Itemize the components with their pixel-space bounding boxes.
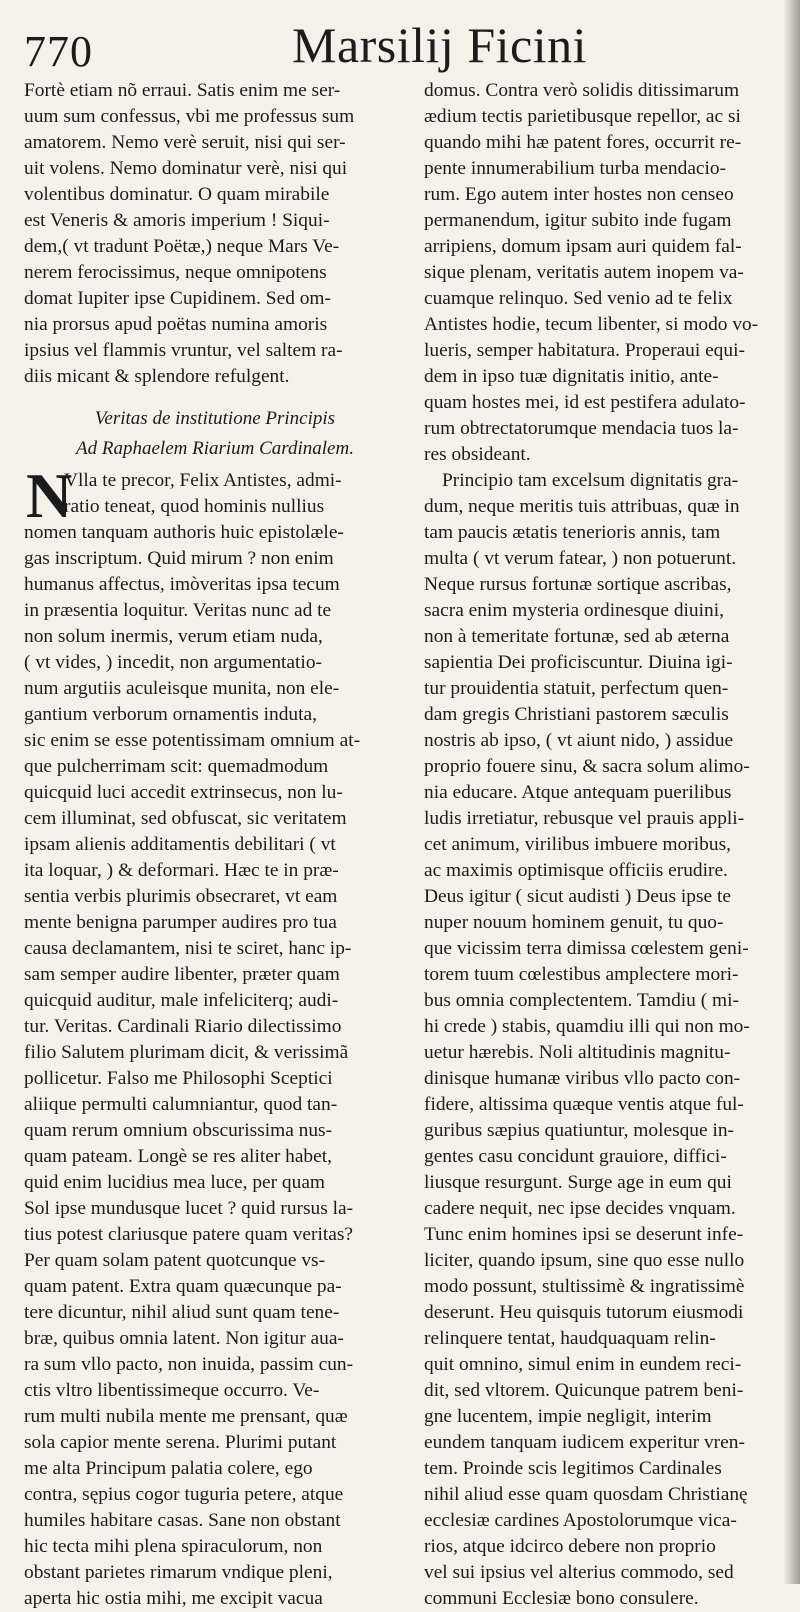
text-line: volentibus dominatur. O quam mirabile bbox=[24, 184, 330, 205]
left-lines-body bbox=[24, 520, 406, 1612]
text-line: torem tuum cœlestibus amplectere mori- bbox=[424, 964, 739, 985]
text-line: communi Ecclesiæ bono consulere. bbox=[424, 1588, 699, 1609]
text-line: Per quam solam patent quotcunque vs- bbox=[24, 1250, 326, 1271]
text-line: gne lucentem, impie negligit, interim bbox=[424, 1406, 712, 1427]
text-line: Deus igitur ( sicut audisti ) Deus ipse te bbox=[424, 886, 731, 907]
text-line: domus. Contra verò solidis ditissimarum bbox=[424, 80, 740, 101]
right-column bbox=[424, 78, 778, 1612]
text-line: quam pateam. Longè se res aliter habet, bbox=[24, 1146, 332, 1167]
right-lines-a bbox=[424, 78, 778, 468]
text-line: pollicetur. Falso me Philosophi Sceptici bbox=[24, 1068, 333, 1089]
text-line: domat Iupiter ipse Cupidinem. Sed om- bbox=[24, 288, 331, 309]
text-line: tam paucis ætatis tenerioris annis, tam bbox=[424, 522, 721, 543]
text-line: pente innumerabilium turba mendacio- bbox=[424, 158, 727, 179]
left-lines-top bbox=[24, 78, 406, 390]
running-title: Marsilij Ficini bbox=[292, 17, 587, 73]
text-line: non à temeritate fortunæ, sed ab æterna bbox=[424, 626, 730, 647]
text-line: contra, sępius cogor tuguria petere, atque bbox=[24, 1484, 344, 1505]
text-line: mente benigna parumper audires pro tua bbox=[24, 912, 337, 933]
text-line: dinisque humanæ viribus vllo pacto con- bbox=[424, 1068, 741, 1089]
text-line: ra sum vllo pacto, non inuida, passim cun- bbox=[24, 1354, 354, 1375]
text-line: Antistes hodie, tecum libenter, si modo vo- bbox=[424, 314, 759, 335]
page-number: 770 bbox=[24, 27, 93, 76]
text-line: me alta Principum palatia colere, ego bbox=[24, 1458, 313, 1479]
text-line: tius potest clariusque patere quam veritas? bbox=[24, 1224, 353, 1245]
text-line: sam semper audire libenter, præter quam bbox=[24, 964, 340, 985]
text-line: arripiens, domum ipsam auri quidem fal- bbox=[424, 236, 742, 257]
text-line: sacra enim mysteria ordinesque diuini, bbox=[424, 600, 724, 621]
text-line: quit omnino, simul enim in eundem reci- bbox=[424, 1354, 742, 1375]
text-line: nuper nouum hominem genuit, tu quo- bbox=[424, 912, 724, 933]
text-line: obstant parietes rimarum vndique pleni, bbox=[24, 1562, 333, 1583]
text-line: nerem ferocissimus, neque omnipotens bbox=[24, 262, 327, 283]
text-line: liusque resurgunt. Surge age in eum qui bbox=[424, 1172, 732, 1193]
text-line: nia prorsus apud poëtas numina amoris bbox=[24, 314, 328, 335]
text-line: quid enim lucidius mea luce, per quam bbox=[24, 1172, 326, 1193]
left-column bbox=[24, 78, 406, 1612]
text-line: nia educare. Atque antequam puerilibus bbox=[424, 782, 732, 803]
text-line: bus omnia complectentem. Tamdiu ( mi- bbox=[424, 990, 739, 1011]
text-line: cadere nequit, nec ipse decides vnquam. bbox=[424, 1198, 736, 1219]
text-line: uum sum confessus, vbi me professus sum bbox=[24, 106, 355, 127]
text-line: sique plenam, veritatis autem inopem va- bbox=[424, 262, 744, 283]
text-line: sentia verbis plurimis obsecraret, vt eam bbox=[24, 886, 338, 907]
text-line: guribus sæpius quatiuntur, molesque in- bbox=[424, 1120, 734, 1141]
text-line: ipsius vel flammis vruntur, vel saltem ra- bbox=[24, 340, 343, 361]
text-line: humanus affectus, imòveritas ipsa tecum bbox=[24, 574, 340, 595]
text-line: tur. Veritas. Cardinali Riario dilectissimo bbox=[24, 1016, 342, 1037]
drop-cap: N bbox=[26, 460, 73, 531]
letter-opening bbox=[24, 460, 406, 531]
page-edge-shadow bbox=[783, 0, 800, 1584]
text-line: bræ, quibus omnia latent. Non igitur aua- bbox=[24, 1328, 344, 1349]
text-line: rum obtrectatorumque mendacia tuos la- bbox=[424, 418, 739, 439]
text-line: Neque rursus fortunæ sortique ascribas, bbox=[424, 574, 732, 595]
text-line: quam rerum omnium obscurissima nus- bbox=[24, 1120, 333, 1141]
text-line: que vicissim terra dimissa cœlestem geni- bbox=[424, 938, 749, 959]
text-line: ac maximis optimisque officiis erudire. bbox=[424, 860, 728, 881]
drop-cap-lines bbox=[24, 468, 406, 520]
text-line: multa ( vt verum fatear, ) non potuerunt. bbox=[424, 548, 737, 569]
text-line: ædium tectis parietibusque repellor, ac si bbox=[424, 106, 741, 127]
text-line: ( vt vides, ) incedit, non argumentatio- bbox=[24, 652, 322, 673]
text-line: ita loquar, ) & deformari. Hæc te in præ- bbox=[24, 860, 339, 881]
text-line: non solum inermis, verum etiam nuda, bbox=[24, 626, 323, 647]
text-line: hi crede ) stabis, quamdiu illi qui non mo- bbox=[424, 1016, 750, 1037]
text-line: quicquid luci accedit extrinsecus, non lu- bbox=[24, 782, 343, 803]
text-line: Fortè etiam nõ erraui. Satis enim me ser- bbox=[24, 80, 341, 101]
text-line: lueris, semper habitatura. Properaui equi- bbox=[424, 340, 745, 361]
text-line: filio Salutem plurimam dicit, & verissimã bbox=[24, 1042, 349, 1063]
text-line: vel sui ipsius vel alterius commodo, sed bbox=[424, 1562, 734, 1583]
text-line: uetur hærebis. Noli altitudinis magnitu- bbox=[424, 1042, 731, 1063]
text-line: sic enim se esse potentissimam omnium at- bbox=[24, 730, 361, 751]
text-line: cuamque relinquo. Sed venio ad te felix bbox=[424, 288, 733, 309]
text-line: hic tecta mihi plena spiraculorum, non bbox=[24, 1536, 323, 1557]
section-heading: Veritas de institutione Principis bbox=[94, 408, 336, 429]
text-line: deserunt. Heu quisquis tutorum eiusmodi bbox=[424, 1302, 744, 1323]
text-line: causa declamantem, nisi te sciret, hanc ip- bbox=[24, 938, 352, 959]
text-line: est Veneris & amoris imperium ! Siqui- bbox=[24, 210, 330, 231]
text-line: nihil aliud esse quam quosdam Christianę bbox=[424, 1484, 748, 1505]
text-line: fidere, altissima quæque ventis atque ful- bbox=[424, 1094, 744, 1115]
text-line: dem in ipso tuæ dignitatis initio, ante- bbox=[424, 366, 719, 387]
text-line: quam patent. Extra quam quæcunque pa- bbox=[24, 1276, 342, 1297]
text-line: dum, neque meritis tuis attribuas, quæ in bbox=[424, 496, 740, 517]
text-line: rum. Ego autem inter hostes non censeo bbox=[424, 184, 734, 205]
text-line: ratio teneat, quod hominis nullius bbox=[64, 496, 325, 517]
text-line: uit volens. Nemo dominatur verè, nisi qui bbox=[24, 158, 348, 179]
text-line: dit, sed vltorem. Quicunque patrem beni- bbox=[424, 1380, 744, 1401]
text-line: gas inscriptum. Quid mirum ? non enim bbox=[24, 548, 334, 569]
text-line: res obsideant. bbox=[424, 444, 531, 465]
text-line: nomen tanquam authoris huic epistolæle- bbox=[24, 522, 344, 543]
text-line: nostris ab ipso, ( vt aiunt nido, ) assidue bbox=[424, 730, 734, 751]
text-line: proprio fouere sinu, & sacra solum alimo- bbox=[424, 756, 750, 777]
text-line: Sol ipse mundusque lucet ? quid rursus la- bbox=[24, 1198, 354, 1219]
text-line: sola capior mente serena. Plurimi putant bbox=[24, 1432, 337, 1453]
text-line: ludis irretiatur, rebusque vel prauis appli- bbox=[424, 808, 745, 829]
text-line: dem,( vt tradunt Poëtæ,) neque Mars Ve- bbox=[24, 236, 340, 257]
text-line: tere dicuntur, nihil aliud sunt quam tene- bbox=[24, 1302, 340, 1323]
text-line: eundem tanquam iudicem experitur vren- bbox=[424, 1432, 745, 1453]
text-line: quando mihi hæ patent fores, occurrit re- bbox=[424, 132, 742, 153]
text-line: ecclesiæ cardines Apostolorumque vica- bbox=[424, 1510, 737, 1531]
text-line: ctis vltro libentissimeque occurro. Ve- bbox=[24, 1380, 320, 1401]
text-line: quicquid auditur, male infeliciterq; audi- bbox=[24, 990, 339, 1011]
text-line: num argutiis aculeisque munita, non ele- bbox=[24, 678, 340, 699]
text-line: permanendum, igitur subito inde fugam bbox=[424, 210, 732, 231]
text-line: dam gregis Christiani pastorem sæculis bbox=[424, 704, 729, 725]
text-line: aliique permulti calumniantur, quod tan- bbox=[24, 1094, 338, 1115]
text-line: relinquere tentat, haudquaquam relin- bbox=[424, 1328, 716, 1349]
text-line: tur prouidentia statuit, perfectum quen- bbox=[424, 678, 729, 699]
text-line: modo possunt, stultissimè & ingratissimè bbox=[424, 1276, 745, 1297]
page-header bbox=[0, 14, 800, 74]
section-subheading: Ad Raphaelem Riarium Cardinalem. bbox=[76, 438, 354, 459]
text-line: aperta hic ostia mihi, me excipit vacua bbox=[24, 1588, 323, 1609]
text-line: in præsentia loquitur. Veritas nunc ad te bbox=[24, 600, 332, 621]
text-line: sapientia Dei proficiscuntur. Diuina igi- bbox=[424, 652, 733, 673]
text-line: que pulcherrimam scit: quemadmodum bbox=[24, 756, 329, 777]
text-line: ipsam alienis additamentis debilitari ( vt bbox=[24, 834, 336, 855]
text-line: cet animum, virilibus imbuere moribus, bbox=[424, 834, 731, 855]
text-line: cem illuminat, sed obfuscat, sic veritatem bbox=[24, 808, 347, 829]
text-line: Vlla te precor, Felix Antistes, admi- bbox=[64, 470, 342, 491]
text-line: liciter, quando ipsum, sine quo esse nullo bbox=[424, 1250, 745, 1271]
text-line: tem. Proinde scis legitimos Cardinales bbox=[424, 1458, 722, 1479]
text-line: quam hostes mei, id est pestifera adulato- bbox=[424, 392, 746, 413]
text-line: gantium verborum ornamentis induta, bbox=[24, 704, 317, 725]
text-line: gentes casu concidunt grauiore, diffici- bbox=[424, 1146, 727, 1167]
text-line: diis micant & splendore refulgent. bbox=[24, 366, 290, 387]
text-line: rum multi nubila mente me prensant, quæ bbox=[24, 1406, 348, 1427]
right-lines-b bbox=[424, 494, 778, 1612]
text-line: amatorem. Nemo verè seruit, nisi qui ser- bbox=[24, 132, 346, 153]
text-line: Tunc enim homines ipsi se deserunt infe- bbox=[424, 1224, 744, 1245]
text-line: rios, atque idcirco debere non proprio bbox=[424, 1536, 716, 1557]
paragraph-start-line: Principio tam excelsum dignitatis gra- bbox=[442, 470, 739, 491]
text-line: humiles habitare casas. Sane non obstant bbox=[24, 1510, 341, 1531]
